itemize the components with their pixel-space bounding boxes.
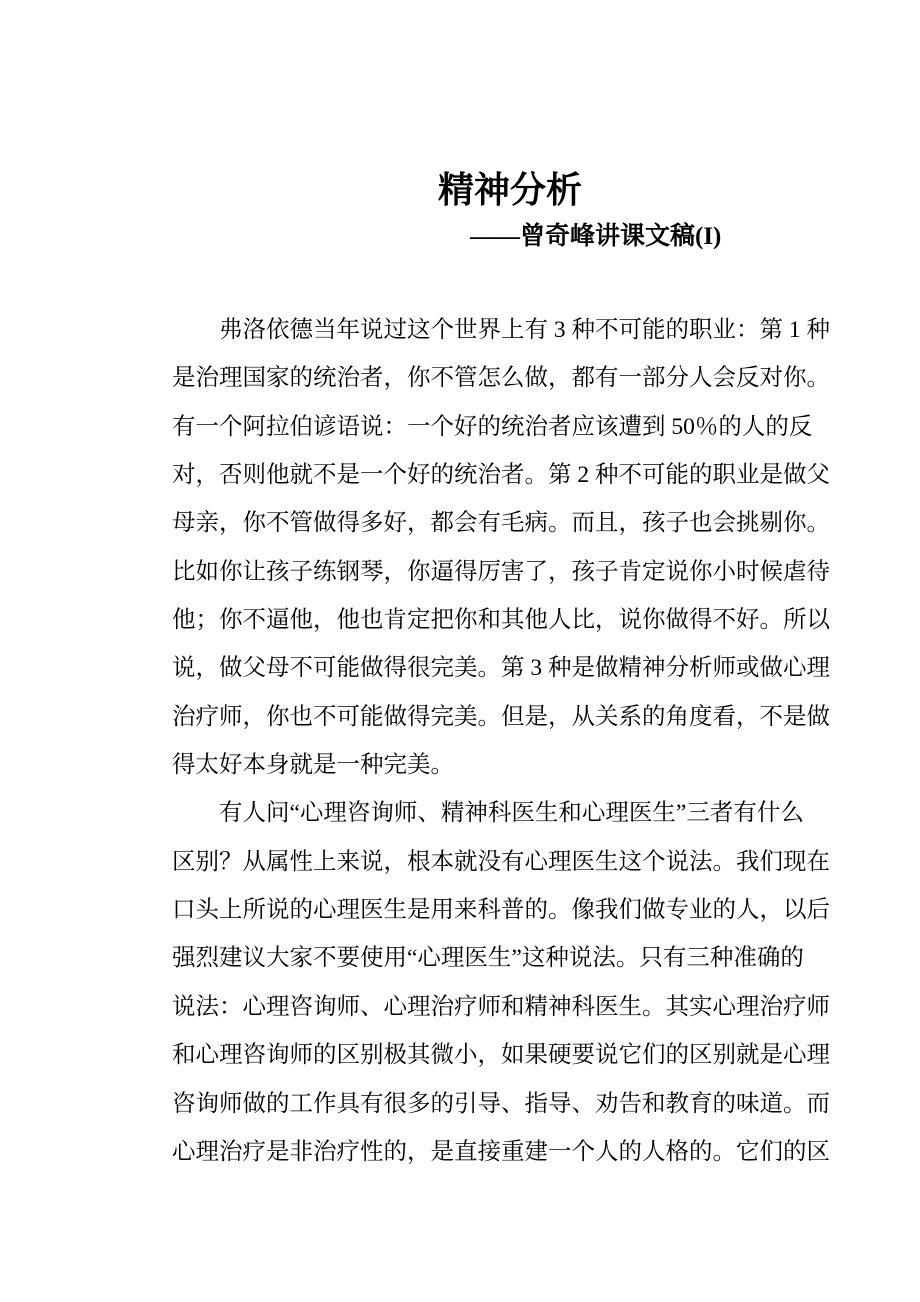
text-line: 心理治疗是非治疗性的，是直接重建一个人的人格的。它们的区: [172, 1138, 830, 1165]
document-body: [172, 306, 830, 1176]
text-line: 得太好本身就是一种完美。: [172, 752, 454, 779]
document-title: 精神分析: [437, 169, 582, 210]
text-line: 比如你让孩子练钢琴，你逼得厉害了，孩子肯定说你小时候虐待: [172, 558, 830, 585]
text-line: 口头上所说的心理医生是用来科普的。像我们做专业的人，以后: [172, 897, 830, 924]
paragraph-1: [172, 306, 830, 789]
text-line: 母亲，你不管做得多好，都会有毛病。而且，孩子也会挑剔你。: [172, 510, 830, 537]
text-line: 区别？从属性上来说，根本就没有心理医生这个说法。我们现在: [172, 848, 830, 875]
text-line: 和心理咨询师的区别极其微小，如果硬要说它们的区别就是心理: [172, 1042, 830, 1069]
text-line: 有一个阿拉伯谚语说：一个好的统治者应该遭到 50％的人的反: [172, 413, 813, 440]
text-line: 说，做父母不可能做得很完美。第 3 种是做精神分析师或做心理: [172, 655, 830, 682]
text-line: 咨询师做的工作具有很多的引导、指导、劝告和教育的味道。而: [172, 1090, 830, 1117]
paragraph-2: [172, 789, 830, 1176]
text-line: 说法：心理咨询师、心理治疗师和精神科医生。其实心理治疗师: [172, 993, 830, 1020]
text-line: 对，否则他就不是一个好的统治者。第 2 种不可能的职业是做父: [172, 462, 830, 489]
text-line: 治疗师，你也不可能做得完美。但是，从关系的角度看，不是做: [172, 703, 830, 730]
document-subtitle: ——曾奇峰讲课文稿(I): [470, 223, 722, 250]
text-line: 强烈建议大家不要使用“心理医生”这种说法。只有三种准确的: [172, 945, 804, 972]
text-line: 他；你不逼他，他也肯定把你和其他人比，说你做得不好。所以: [172, 607, 830, 634]
text-line: 是治理国家的统治者，你不管怎么做，都有一部分人会反对你。: [172, 365, 830, 392]
text-line: 有人问“心理咨询师、精神科医生和心理医生”三者有什么: [219, 800, 804, 827]
text-line: 弗洛依德当年说过这个世界上有 3 种不可能的职业：第 1 种: [219, 317, 830, 343]
